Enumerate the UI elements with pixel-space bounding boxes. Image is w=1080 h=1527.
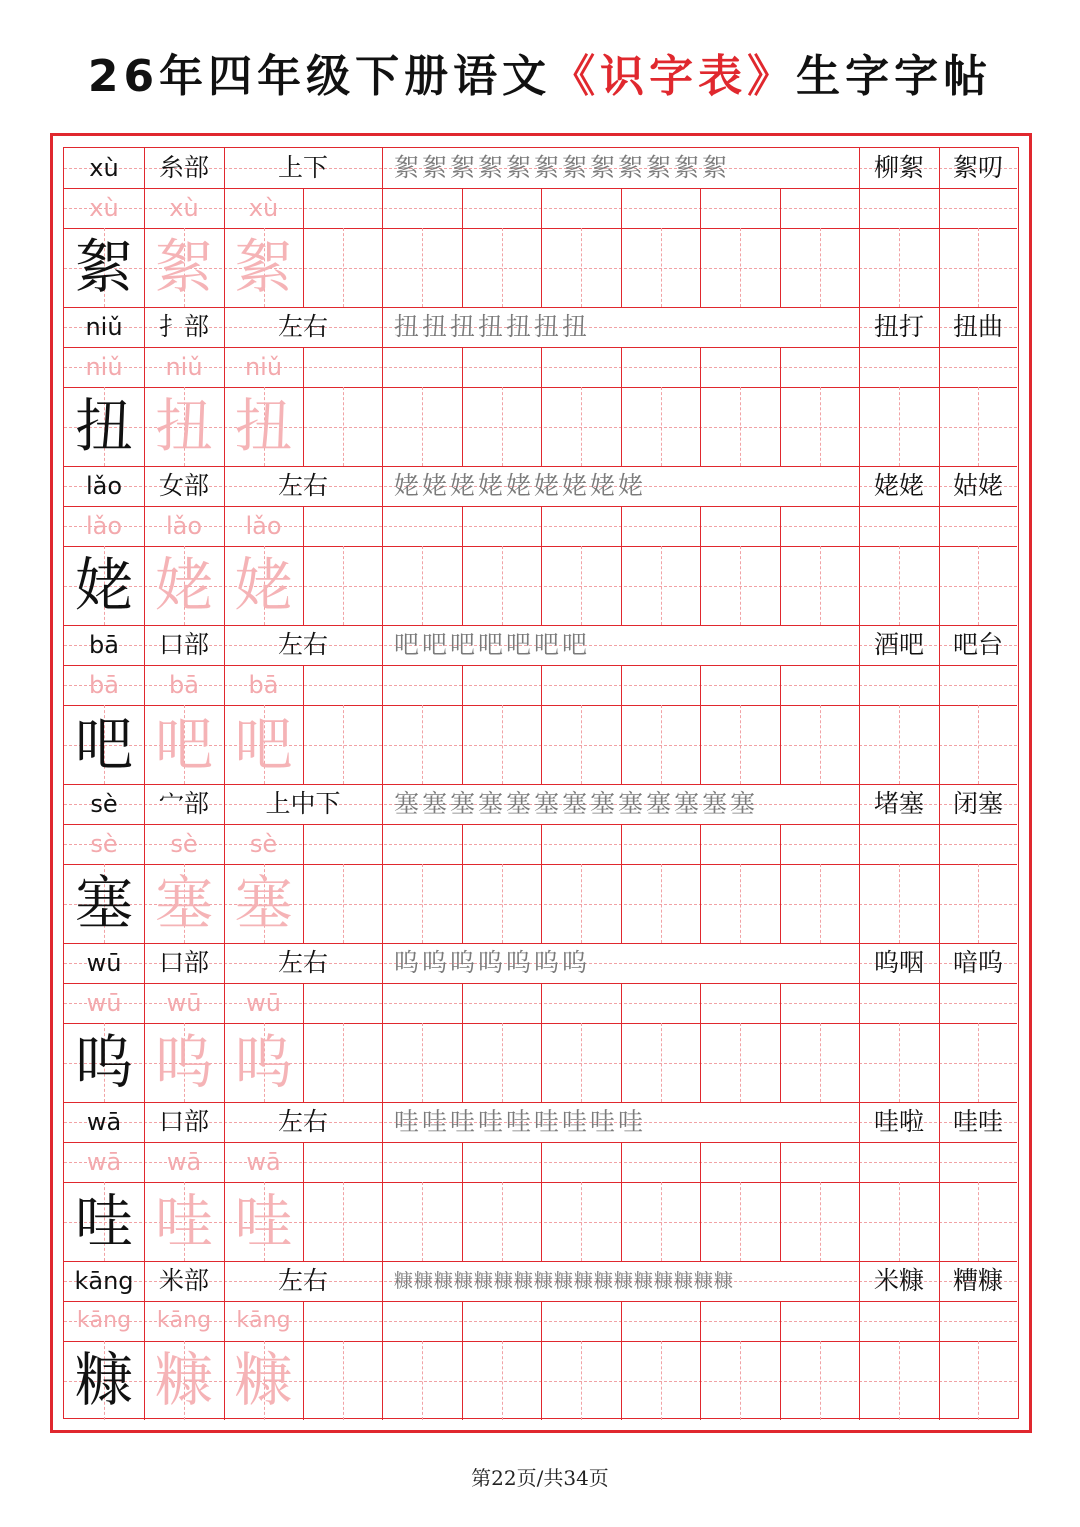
writing-cell-guide [820, 1182, 821, 1261]
stroke-order: 糠糠糠糠糠糠糠糠糠糠糠糠糠糠糠糠糠 [394, 1270, 735, 1292]
vocab-word: 扭打 [873, 312, 924, 341]
cell-divider [462, 824, 463, 943]
radical-label: 糸部 [158, 153, 209, 182]
vocab-word: 姑姥 [952, 471, 1003, 500]
pinyin-trace: wā [86, 1148, 122, 1176]
cell-divider [382, 665, 383, 784]
cell-divider [462, 506, 463, 625]
writing-cell-guide [899, 1182, 900, 1261]
cell-divider [382, 824, 383, 943]
cell-divider [621, 1142, 622, 1261]
cell-divider [859, 824, 860, 943]
writing-cell-guide [422, 1341, 423, 1420]
column-divider [382, 943, 383, 983]
pinyin-trace: sè [90, 830, 118, 858]
pinyin-trace: bā [89, 671, 119, 699]
writing-cell-guide [978, 705, 979, 784]
writing-cell-guide [820, 387, 821, 466]
writing-cell-guide [661, 864, 662, 943]
trace-character: 呜 [234, 1028, 293, 1096]
structure-label: 左右 [277, 630, 328, 659]
pinyin-label: kāng [74, 1267, 134, 1295]
pinyin-trace: bā [169, 671, 199, 699]
cell-divider [700, 1301, 701, 1420]
pinyin-label: sè [90, 790, 118, 818]
radical-label: 扌部 [158, 312, 209, 341]
vocab-word: 絮叨 [952, 153, 1003, 182]
cell-divider [621, 188, 622, 307]
cell-divider [462, 347, 463, 466]
writing-cell-guide [820, 705, 821, 784]
cell-divider [859, 347, 860, 466]
writing-cell-guide [422, 705, 423, 784]
writing-cell-guide [502, 1182, 503, 1261]
cell-divider [939, 983, 940, 1102]
writing-cell-guide [820, 864, 821, 943]
writing-cell-guide [661, 1182, 662, 1261]
pinyin-trace: kāng [76, 1308, 132, 1333]
cell-divider [859, 506, 860, 625]
cell-divider [700, 665, 701, 784]
column-divider [382, 625, 383, 665]
model-character: 扭 [74, 392, 133, 460]
cell-divider [541, 506, 542, 625]
writing-cell-guide [661, 228, 662, 307]
cell-divider [780, 506, 781, 625]
writing-cell-guide [820, 1341, 821, 1420]
writing-cell-guide [899, 387, 900, 466]
character-block [64, 784, 1017, 943]
writing-cell-guide [581, 1182, 582, 1261]
vocab-word: 哇啦 [873, 1107, 924, 1136]
vocab-word: 呜咽 [873, 948, 924, 977]
cell-divider [462, 665, 463, 784]
radical-label: 宀部 [158, 789, 209, 818]
pinyin-label: lǎo [85, 472, 123, 500]
cell-divider [303, 665, 304, 784]
structure-label: 上中下 [265, 789, 341, 818]
writing-cell-guide [661, 1023, 662, 1102]
structure-label: 左右 [277, 948, 328, 977]
writing-cell-guide [502, 546, 503, 625]
pinyin-trace: wā [246, 1148, 281, 1176]
trace-character: 絮 [234, 233, 293, 301]
writing-cell-guide [899, 705, 900, 784]
writing-cell-guide [740, 705, 741, 784]
writing-cell-guide [978, 1182, 979, 1261]
cell-divider [621, 824, 622, 943]
model-character: 塞 [74, 869, 133, 937]
cell-divider [780, 665, 781, 784]
cell-divider [541, 188, 542, 307]
cell-divider [700, 1142, 701, 1261]
writing-cell-guide [343, 1341, 344, 1420]
cell-divider [859, 1301, 860, 1420]
writing-cell-guide [820, 546, 821, 625]
writing-cell-guide [978, 1023, 979, 1102]
cell-divider [382, 347, 383, 466]
stroke-order: 姥姥姥姥姥姥姥姥姥 [394, 471, 647, 500]
pinyin-label: niǔ [85, 313, 123, 341]
pinyin-trace: wā [166, 1148, 202, 1176]
title-prefix: 26年四年级下册语文 [87, 51, 552, 102]
writing-cell-guide [422, 228, 423, 307]
pinyin-label: wā [86, 1108, 122, 1136]
writing-cell-guide [422, 1182, 423, 1261]
writing-cell-guide [343, 705, 344, 784]
cell-divider [700, 188, 701, 307]
pinyin-trace: kāng [236, 1308, 291, 1333]
writing-cell-guide [740, 546, 741, 625]
pinyin-trace: niǔ [165, 353, 203, 381]
structure-label: 左右 [277, 312, 328, 341]
writing-cell-guide [581, 705, 582, 784]
writing-cell-guide [899, 1023, 900, 1102]
vocab-word: 酒吧 [873, 630, 924, 659]
cell-divider [382, 983, 383, 1102]
stroke-order: 呜呜呜呜呜呜呜 [394, 948, 591, 977]
structure-label: 上下 [277, 153, 328, 182]
vocab-word: 扭曲 [952, 312, 1003, 341]
column-divider [382, 307, 383, 347]
trace-character: 姥 [154, 551, 213, 619]
writing-cell-guide [343, 1023, 344, 1102]
writing-cell-guide [978, 546, 979, 625]
stroke-order: 塞塞塞塞塞塞塞塞塞塞塞塞塞 [394, 789, 759, 818]
writing-cell-guide [899, 228, 900, 307]
title-highlight: 《识字表》 [551, 51, 797, 102]
cell-divider [859, 983, 860, 1102]
pinyin-label: wū [86, 949, 122, 977]
writing-cell-guide [581, 387, 582, 466]
cell-divider [303, 188, 304, 307]
cell-divider [382, 506, 383, 625]
character-block [64, 1102, 1017, 1261]
stroke-order: 絮絮絮絮絮絮絮絮絮絮絮絮 [394, 153, 731, 182]
trace-character: 糠 [234, 1346, 293, 1414]
writing-cell-guide [899, 864, 900, 943]
cell-divider [780, 983, 781, 1102]
page-title [0, 42, 1080, 112]
writing-cell-guide [581, 546, 582, 625]
cell-divider [303, 506, 304, 625]
column-divider [382, 148, 383, 188]
cell-divider [541, 665, 542, 784]
trace-character: 絮 [154, 233, 213, 301]
cell-divider [939, 665, 940, 784]
radical-label: 口部 [158, 948, 209, 977]
writing-cell-guide [422, 387, 423, 466]
radical-label: 女部 [158, 471, 209, 500]
cell-divider [303, 983, 304, 1102]
radical-label: 口部 [158, 1107, 209, 1136]
radical-label: 米部 [158, 1266, 209, 1295]
trace-character: 姥 [234, 551, 293, 619]
pinyin-trace: xù [169, 194, 199, 222]
model-character: 糠 [74, 1346, 133, 1414]
title-suffix: 生字字帖 [796, 51, 993, 102]
writing-cell-guide [740, 1341, 741, 1420]
column-divider [382, 1261, 383, 1301]
stroke-order: 扭扭扭扭扭扭扭 [394, 312, 591, 341]
cell-divider [780, 1142, 781, 1261]
structure-label: 左右 [277, 1266, 328, 1295]
vocab-word: 吧台 [952, 630, 1003, 659]
cell-divider [700, 347, 701, 466]
cell-divider [780, 347, 781, 466]
writing-cell-guide [422, 1023, 423, 1102]
writing-cell-guide [899, 1341, 900, 1420]
pinyin-trace: kāng [156, 1308, 212, 1333]
cell-divider [621, 983, 622, 1102]
cell-divider [780, 188, 781, 307]
pinyin-trace: lǎo [165, 512, 203, 540]
cell-divider [700, 983, 701, 1102]
writing-cell-guide [343, 1182, 344, 1261]
cell-divider [462, 188, 463, 307]
writing-cell-guide [343, 387, 344, 466]
writing-cell-guide [661, 705, 662, 784]
character-block [64, 307, 1017, 466]
pinyin-label: bā [89, 631, 119, 659]
trace-character: 呜 [154, 1028, 213, 1096]
writing-cell-guide [899, 546, 900, 625]
practice-grid [63, 147, 1019, 1419]
vocab-word: 糟糠 [952, 1266, 1003, 1295]
model-character: 呜 [74, 1028, 133, 1096]
structure-label: 左右 [277, 1107, 328, 1136]
cell-divider [939, 824, 940, 943]
model-character: 姥 [74, 551, 133, 619]
pinyin-trace: niǔ [85, 353, 123, 381]
cell-divider [621, 347, 622, 466]
cell-divider [541, 347, 542, 466]
trace-character: 哇 [234, 1187, 293, 1255]
model-character: 哇 [74, 1187, 133, 1255]
writing-cell-guide [422, 546, 423, 625]
writing-cell-guide [502, 228, 503, 307]
cell-divider [700, 824, 701, 943]
trace-character: 扭 [154, 392, 213, 460]
cell-divider [621, 665, 622, 784]
pinyin-trace: niǔ [244, 353, 283, 381]
vocab-word: 哇哇 [952, 1107, 1003, 1136]
writing-cell-guide [661, 1341, 662, 1420]
cell-divider [462, 1142, 463, 1261]
pinyin-trace: sè [170, 830, 198, 858]
cell-divider [541, 1142, 542, 1261]
page-number: 第22页/共34页 [471, 1466, 609, 1490]
character-block [64, 1261, 1017, 1420]
writing-cell-guide [502, 1341, 503, 1420]
writing-cell-guide [978, 228, 979, 307]
trace-character: 塞 [154, 869, 213, 937]
cell-divider [939, 1142, 940, 1261]
writing-cell-guide [343, 228, 344, 307]
cell-divider [303, 1301, 304, 1420]
cell-divider [303, 347, 304, 466]
cell-divider [621, 1301, 622, 1420]
vocab-word: 喑呜 [952, 948, 1003, 977]
cell-divider [382, 1301, 383, 1420]
vocab-word: 米糠 [873, 1266, 924, 1295]
cell-divider [939, 1301, 940, 1420]
writing-cell-guide [978, 1341, 979, 1420]
pinyin-trace: bā [248, 671, 279, 699]
pinyin-trace: wū [86, 989, 122, 1017]
pinyin-trace: wū [166, 989, 202, 1017]
character-block [64, 148, 1017, 307]
writing-cell-guide [581, 864, 582, 943]
writing-cell-guide [343, 864, 344, 943]
stroke-order: 哇哇哇哇哇哇哇哇哇 [394, 1107, 647, 1136]
writing-cell-guide [740, 864, 741, 943]
writing-cell-guide [343, 546, 344, 625]
pinyin-trace: xù [248, 194, 279, 222]
cell-divider [541, 1301, 542, 1420]
cell-divider [859, 1142, 860, 1261]
writing-cell-guide [740, 1182, 741, 1261]
vocab-word: 柳絮 [873, 153, 924, 182]
pinyin-trace: xù [89, 194, 119, 222]
column-divider [382, 466, 383, 506]
writing-cell-guide [581, 1341, 582, 1420]
stroke-order: 吧吧吧吧吧吧吧 [394, 630, 591, 659]
vocab-word: 姥姥 [873, 471, 924, 500]
writing-cell-guide [502, 705, 503, 784]
cell-divider [382, 1142, 383, 1261]
model-character: 吧 [74, 710, 133, 778]
pinyin-trace: lǎo [245, 512, 282, 540]
cell-divider [780, 824, 781, 943]
trace-character: 糠 [154, 1346, 213, 1414]
writing-cell-guide [661, 546, 662, 625]
structure-label: 左右 [277, 471, 328, 500]
cell-divider [939, 188, 940, 307]
vocab-word: 闭塞 [952, 789, 1003, 818]
column-divider [382, 1102, 383, 1142]
writing-cell-guide [581, 1023, 582, 1102]
cell-divider [541, 983, 542, 1102]
pinyin-trace: wū [246, 989, 281, 1017]
cell-divider [700, 506, 701, 625]
trace-character: 吧 [234, 710, 293, 778]
writing-cell-guide [502, 387, 503, 466]
pinyin-trace: sè [249, 830, 278, 858]
writing-cell-guide [740, 1023, 741, 1102]
cell-divider [462, 1301, 463, 1420]
trace-character: 扭 [234, 392, 293, 460]
writing-cell-guide [422, 864, 423, 943]
radical-label: 口部 [158, 630, 209, 659]
character-block [64, 625, 1017, 784]
writing-cell-guide [820, 228, 821, 307]
pinyin-trace: lǎo [85, 512, 123, 540]
cell-divider [939, 506, 940, 625]
cell-divider [621, 506, 622, 625]
trace-character: 塞 [234, 869, 293, 937]
writing-cell-guide [978, 864, 979, 943]
writing-cell-guide [978, 387, 979, 466]
writing-cell-guide [502, 864, 503, 943]
character-block [64, 943, 1017, 1102]
writing-cell-guide [502, 1023, 503, 1102]
pinyin-label: xù [89, 154, 119, 182]
cell-divider [303, 824, 304, 943]
cell-divider [859, 188, 860, 307]
writing-cell-guide [740, 228, 741, 307]
writing-cell-guide [581, 228, 582, 307]
cell-divider [462, 983, 463, 1102]
writing-cell-guide [740, 387, 741, 466]
character-block [64, 466, 1017, 625]
writing-cell-guide [661, 387, 662, 466]
cell-divider [939, 347, 940, 466]
cell-divider [541, 824, 542, 943]
writing-cell-guide [820, 1023, 821, 1102]
cell-divider [303, 1142, 304, 1261]
model-character: 絮 [74, 233, 133, 301]
column-divider [382, 784, 383, 824]
cell-divider [780, 1301, 781, 1420]
trace-character: 吧 [154, 710, 213, 778]
cell-divider [859, 665, 860, 784]
trace-character: 哇 [154, 1187, 213, 1255]
cell-divider [382, 188, 383, 307]
vocab-word: 堵塞 [873, 789, 924, 818]
